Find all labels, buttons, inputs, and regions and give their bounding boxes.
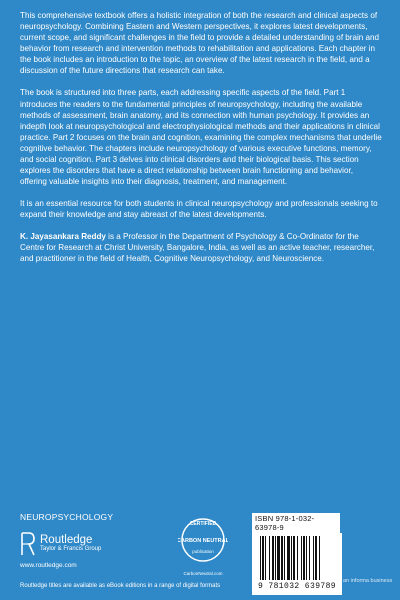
barcode-bar xyxy=(287,536,290,580)
carbon-badge-url: CarbonNeutral.com xyxy=(183,571,223,576)
publisher-block xyxy=(20,531,101,557)
isbn-label: ISBN 978-1-032-63978-9 xyxy=(252,513,340,533)
barcode-digits: 9 781032 639789 xyxy=(257,582,336,591)
barcode-bar xyxy=(313,536,314,580)
carbon-badge-sub-text: publication xyxy=(192,549,214,554)
barcode-bar xyxy=(291,536,292,580)
barcode-bar xyxy=(262,536,264,580)
footer-note: Routledge titles are available as eBook editions in a range of digital formats xyxy=(20,583,221,589)
carbon-badge-main-text: CARBON NEUTRAL xyxy=(178,538,228,544)
description-paragraph-1: This comprehensive textbook offers a holistic integration of both the research and clinical aspects of neuropsychology. Combining Eastern and Western perspectives, it explores latest developments, current scope, and significant challenges in the field to provide a detailed understanding of brain and behavior from research and intervention methods to rehabilitation and applications. Each chapter in the book includes an introduction to the topic, an overview of the latest research in the field, and a discussion of the future directions that research can take. xyxy=(20,11,380,76)
author-bio-text: is a Professor in the Department of Psychology & Co-Ordinator for the Centre for Research at Christ University, Bangalore, India, as well as an active teacher, researcher, and practitioner in the field of Health, Cognitive Neuropsychology, and Neuroscience. xyxy=(20,232,375,264)
barcode-bar xyxy=(277,536,280,580)
publisher-subtitle: Taylor & Francis Group xyxy=(40,546,102,553)
author-bio xyxy=(20,231,382,264)
carbon-badge-graphic xyxy=(178,515,228,565)
barcode-bar xyxy=(315,536,317,580)
barcode-bar xyxy=(303,536,305,580)
carbon-neutral-badge-icon xyxy=(178,515,228,575)
barcode-bar xyxy=(301,536,302,580)
barcode-bar xyxy=(284,536,285,580)
barcode-bar xyxy=(319,536,320,580)
description-paragraph-3: It is an essential resource for both students in clinical neuropsychology and professionals seeking to expand their knowledge and stay abreast of the latest developments. xyxy=(20,199,378,220)
barcode-bar xyxy=(269,536,270,580)
barcode-bar xyxy=(272,536,274,580)
carbon-badge-top-text: CERTIFIED xyxy=(189,521,217,527)
barcode-bar xyxy=(306,536,307,580)
barcode xyxy=(252,533,342,595)
barcode-bar xyxy=(275,536,276,580)
barcode-bar xyxy=(281,536,283,580)
barcode-bar xyxy=(293,536,295,580)
author-name: K. Jayasankara Reddy xyxy=(20,232,106,242)
barcode-bar xyxy=(309,536,310,580)
informa-tagline: an informa business xyxy=(343,578,393,584)
barcode-bar xyxy=(260,536,261,580)
barcode-bars xyxy=(258,536,338,582)
barcode-bar xyxy=(265,536,266,580)
routledge-r-logo-icon xyxy=(20,531,36,557)
publisher-text xyxy=(40,535,101,554)
barcode-area xyxy=(252,513,382,591)
publisher-name: Routledge xyxy=(40,533,93,546)
barcode-bar xyxy=(297,536,298,580)
publisher-url[interactable]: www.routledge.com xyxy=(20,562,77,569)
category-label: NEUROPSYCHOLOGY xyxy=(20,512,114,522)
description-paragraph-2: The book is structured into three parts, each addressing specific aspects of the field. Part 1 introduces the readers to the fundamental principles of neuropsychology, including the available methods of assessment, brain anatomy, and its connection with human psychology. It provides an indepth look at neuropsychological and electrophysiological methods and their applications in clinical practice. Part 2 focuses on the brain and cognition, examining the complex mechanisms that underlie cognitive behavior. The chapters include neuropsychology of various executive functions, memory, and social cognition. Part 3 delves into clinical disorders and their biological basis. This section explores the disorders that have a direct relationship between brain functioning and behavior, offering valuable insights into their diagnosis, treatment, and management. xyxy=(20,88,382,187)
back-cover-text xyxy=(20,10,382,276)
